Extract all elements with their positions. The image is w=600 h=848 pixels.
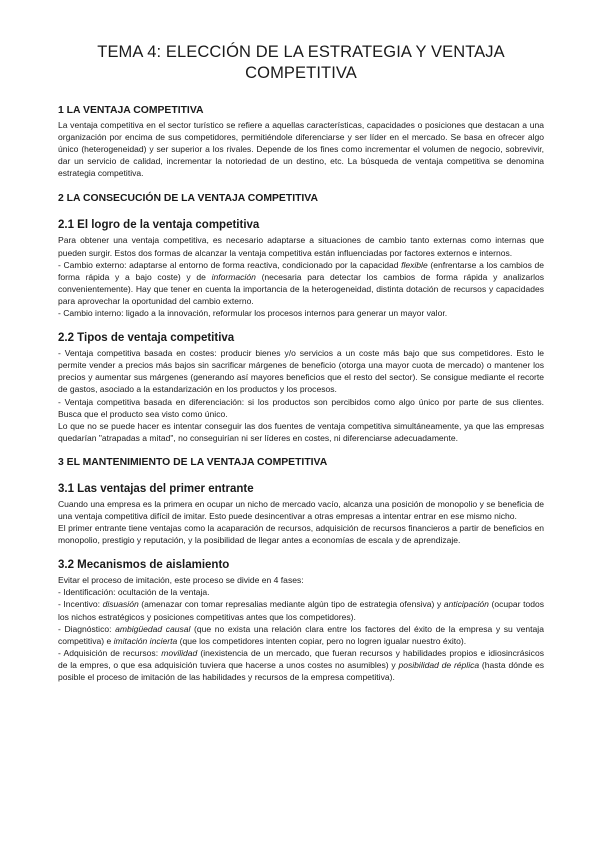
subsection-2-2-heading: 2.2 Tipos de ventaja competitiva xyxy=(58,332,235,345)
text-run: - Cambio externo: adaptarse al entorno de forma reactiva, condicionado por la capacidad xyxy=(58,259,402,270)
section-2-heading: 2 LA CONSECUCIÓN DE LA VENTAJA COMPETITIVA xyxy=(58,193,318,205)
text-run: (que no exista una relación clara entre los factores del éxito de la empresa y su ventaja competitiva) e xyxy=(58,623,544,646)
subsection-3-1-heading: 3.1 Las ventajas del primer entrante xyxy=(58,482,254,495)
text-run: (que los competidores intenten copiar, pero no logren igualar nuestro éxito). xyxy=(177,635,467,646)
text-run: - Incentivo: xyxy=(58,599,103,610)
text-run: (hasta dónde es posible el proceso de imitación de las habilidades y recursos de la empresa competitiva). xyxy=(58,659,545,682)
emphasis-anticipacion: anticipación xyxy=(443,599,489,610)
text-run: (necesaria para detectar los cambios de forma rápida y analizarlos convenientemente). Hay que tener en cuenta la importancia de la heterogeneidad, distinta dotación de recursos y capacidades para aprovechar la oportunidad del cambio externo. xyxy=(58,271,544,306)
subsection-2-1-paragraph-1: Para obtener una ventaja competitiva, es necesario adaptarse a situaciones de cambio tanto externas como internas que pueden surgir. Estos dos formas de alcanzar la ventaja competitiva están influenciadas por factores externos e internos. xyxy=(58,235,544,258)
emphasis-flexible: flexible xyxy=(401,259,428,270)
subsection-2-1-paragraph-3: - Cambio interno: ligado a la innovación, reformular los procesos internos para generar un mayor valor. xyxy=(58,308,448,319)
emphasis-movilidad: movilidad xyxy=(161,647,198,658)
subsection-2-2 xyxy=(58,331,544,444)
subsection-3-1 xyxy=(58,482,544,546)
subsection-3-2-heading: 3.2 Mecanismos de aislamiento xyxy=(58,559,230,572)
text-run: - Adquisición de recursos: xyxy=(58,647,162,658)
subsection-2-2-paragraph-1: - Ventaja competitiva basada en costes: producir bienes y/o servicios a un coste más bajo que sus competidores. Esto le permite vender a precios más bajos sin sacrificar márgenes de beneficio (otorga una mayor cuota de mercado) o mantener los precios y aumentar sus márgenes (generando así mayores beneficios que el resto del sector). Se consigue mediante el recorte de gastos, asociado a la estandarización en los productos y los procesos. xyxy=(58,348,544,395)
text-run: (ocupar todos los nichos estratégicos y posiciones competitivas antes que los competidores). xyxy=(58,599,544,622)
document-title xyxy=(58,42,544,84)
emphasis-informacion: información xyxy=(211,271,256,282)
subsection-2-2-paragraph-2: - Ventaja competitiva basada en diferenciación: si los productos son percibidos como algo único por parte de sus clientes. Busca que el producto sea visto como único. xyxy=(58,396,544,419)
subsection-3-2-paragraph-4 xyxy=(58,623,544,647)
text-run: - Diagnóstico: xyxy=(58,623,116,634)
emphasis-posibilidad-de-replica: posibilidad de réplica xyxy=(398,659,480,670)
emphasis-ambiguedad-causal: ambigüedad causal xyxy=(115,623,191,634)
subsection-2-1-heading: 2.1 El logro de la ventaja competitiva xyxy=(58,219,260,232)
section-1-heading: 1 LA VENTAJA COMPETITIVA xyxy=(58,105,204,116)
subsection-3-2-paragraph-1: Evitar el proceso de imitación, este proceso se divide en 4 fases: xyxy=(58,575,304,586)
title-line-1: TEMA 4: ELECCIÓN DE LA ESTRATEGIA Y VENTAJA xyxy=(97,43,505,61)
subsection-2-2-paragraph-3: Lo que no se puede hacer es intentar conseguir las dos fuentes de ventaja competitiva simultáneamente, ya que las empresas quedarían "atrapadas a mitad", no conseguirían ni ser líderes en costes, ni diferenciarse adecuadamente. xyxy=(58,420,544,443)
text-run: (enfrentarse a los cambios de forma rápida y a bajo coste) y de xyxy=(58,259,544,282)
section-3 xyxy=(58,456,544,683)
text-run: (amenazar con tomar represalias mediante algún tipo de estrategia ofensiva) y xyxy=(138,599,444,610)
subsection-3-1-paragraph-1: Cuando una empresa es la primera en ocupar un nicho de mercado vacío, alcanza una posición de monopolio y se beneficia de una ventaja competitiva difícil de imitar. Esto puede desincentivar a otras empresas a intentar entrar en ese mismo nicho. xyxy=(58,498,544,521)
section-1-paragraph: La ventaja competitiva en el sector turístico se refiere a aquellas características, capacidades o posiciones que destacan a una organización por encima de sus competidores, permitiéndole diferenciarse y ser líder en el mercado. Se basa en ofrecer algo único (heterogeneidad) y ser superior a los rivales. Depende de los fines como incrementar el volumen de negocio, sobrevivir, dar un servicio de calidad, incrementar la notoriedad de un destino, etc. La búsqueda de ventaja competitiva se denomina estrategia competitiva. xyxy=(58,120,544,179)
emphasis-disuasion: disuasión xyxy=(102,599,139,610)
subsection-3-2 xyxy=(58,558,544,683)
title-line-2: COMPETITIVA xyxy=(245,64,357,82)
section-2 xyxy=(58,192,544,443)
subsection-3-2-paragraph-2: - Identificación: ocultación de la ventaja. xyxy=(58,587,210,598)
subsection-3-2-paragraph-5 xyxy=(58,647,544,683)
section-1 xyxy=(58,104,544,179)
section-3-heading: 3 EL MANTENIMIENTO DE LA VENTAJA COMPETITIVA xyxy=(58,456,328,468)
subsection-3-1-paragraph-2: El primer entrante tiene ventajas como la acaparación de recursos, adquisición de recursos financieros a partir de beneficios en monopolio, prestigio y reputación, y la posibilidad de llegar antes a economías de escala y de aprendizaje. xyxy=(58,523,544,546)
emphasis-imitacion-incierta: imitación incierta xyxy=(113,635,178,646)
subsection-2-1-paragraph-2 xyxy=(58,259,544,307)
subsection-3-2-paragraph-3 xyxy=(58,598,544,622)
text-run: (inexistencia de un mercado, que fueran recursos y habilidades propios e idiosincrásicos de la empres, o que esa adquisición tuviera que hacerse a unos costes no asumibles) y xyxy=(58,647,544,670)
subsection-2-1 xyxy=(58,218,544,319)
